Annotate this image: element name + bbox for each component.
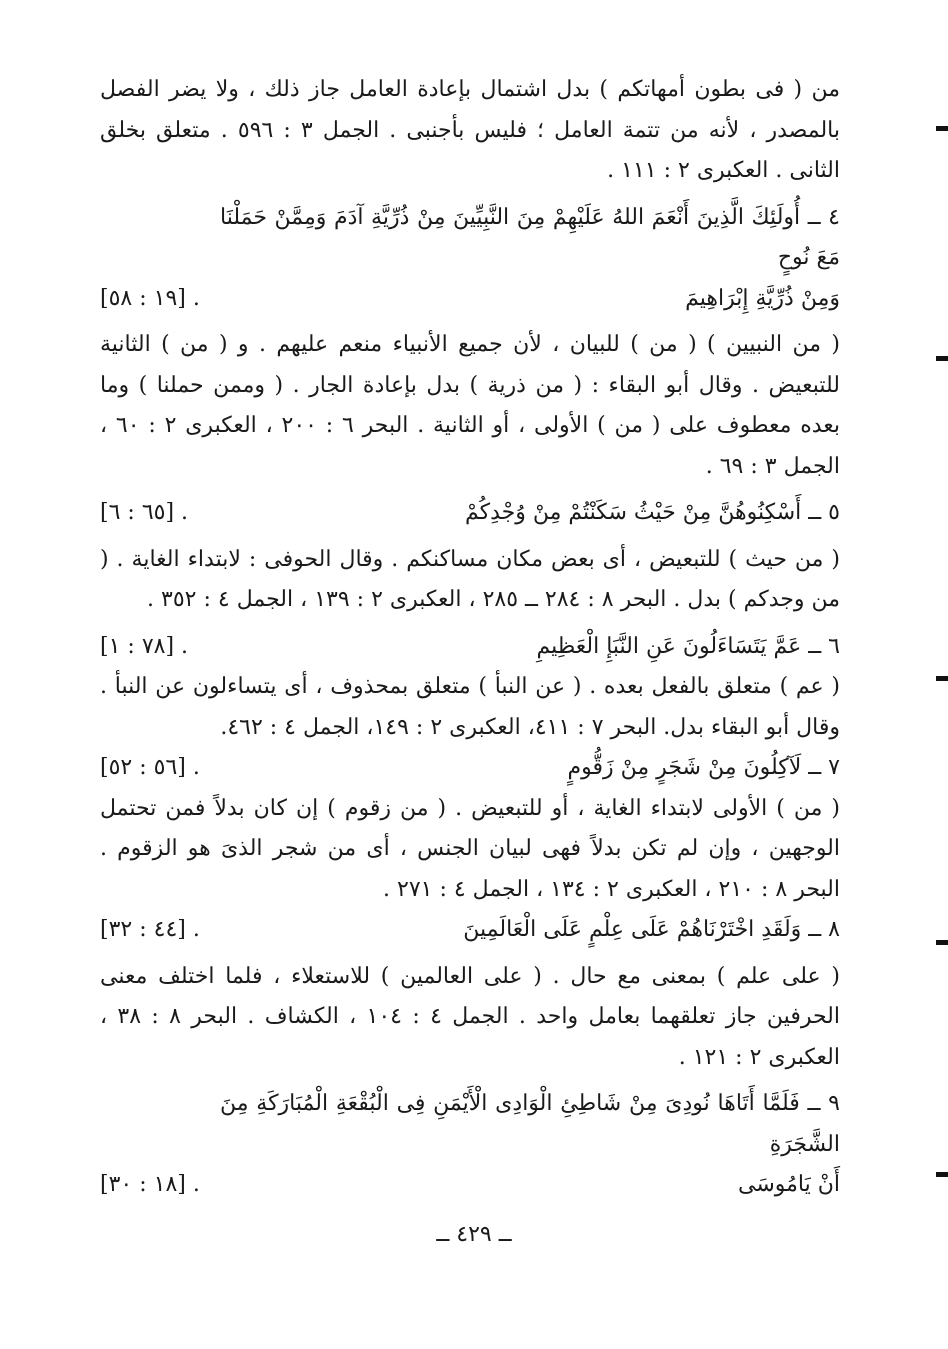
commentary-paragraph: ( على علم ) بمعنى مع حال . ( على العالمين ) للاستعلاء ، فلما اختلف معنى الحرفين جاز تعلقهما بعامل واحد . الجمل ٤ : ١٠٤ ، الكشاف . البحر ٨ : ٣٨ ، العكبرى ٢ : ١٢١ . (100, 963, 840, 1070)
quran-verse-6 (100, 627, 840, 668)
verse-line: أَنْ يَامُوسَى (737, 1172, 840, 1197)
verse-reference: [١٩ : ٥٨] . (100, 285, 200, 311)
verse-line: ٥ ــ أَسْكِنُوهُنَّ مِنْ حَيْثُ سَكَنْتُمْ مِنْ وُجْدِكُمْ (464, 500, 840, 525)
scan-margin-mark (936, 676, 948, 681)
verse-line: ٩ ــ فَلَمَّا أَتَاهَا نُودِىَ مِنْ شَاطِئِ الْوَادِى الْأَيْمَنِ فِى الْبُقْعَةِ الْمُبَارَكَةِ مِنَ الشَّجَرَةِ (220, 1091, 840, 1157)
scan-margin-mark (936, 940, 948, 945)
quran-verse-9 (100, 1084, 840, 1206)
quran-verse-7 (100, 748, 840, 789)
verse-reference: [٦٥ : ٦] . (100, 500, 189, 525)
page-number: ــ ٤٢٩ ــ (436, 1222, 512, 1247)
page-body (100, 70, 840, 1206)
verse-line: وَمِنْ ذُرِّيَّةِ إِبْرَاهِيمَ (685, 285, 840, 311)
verse-line: ٤ ــ أُولَئِكَ الَّذِينَ أَنْعَمَ اللهُ عَلَيْهِمْ مِنَ النَّبِيِّينَ مِنْ ذُرِّيَّةِ آدَمَ وَمِمَّنْ حَمَلْنَا مَعَ نُوحٍ (220, 204, 840, 270)
verse-reference: [٤٤ : ٣٢] . (100, 917, 200, 942)
quran-verse-5 (100, 493, 840, 534)
quran-verse-8 (100, 910, 840, 951)
commentary-paragraph: من ( فى بطون أمهاتكم ) بدل اشتمال بإعادة العامل جاز ذلك ، ولا يضر الفصل بالمصدر ، لأنه من تتمة العامل ؛ فليس بأجنبى . الجمل ٣ : ٥٩٦ . متعلق بخلق الثانى . العكبرى ٢ : ١١١ . (100, 77, 840, 183)
scan-margin-mark (936, 356, 948, 361)
verse-reference: [٧٨ : ١] . (100, 633, 189, 659)
verse-line: ٨ ــ وَلَقَدِ اخْتَرْنَاهُمْ عَلَى عِلْمٍ عَلَى الْعَالَمِينَ (463, 917, 840, 942)
verse-reference: [٥٦ : ٥٢] . (100, 755, 200, 780)
quran-verse-4 (100, 198, 840, 320)
scan-margin-mark (936, 126, 948, 131)
verse-reference: [١٨ : ٣٠] . (100, 1172, 200, 1197)
verse-line: ٧ ــ لَآكِلُونَ مِنْ شَجَرٍ مِنْ زَقُّومٍ (567, 755, 840, 780)
commentary-paragraph: ( عم ) متعلق بالفعل بعده . ( عن النبأ ) متعلق بمحذوف ، أى يتساءلون عن النبأ . وقال أبو البقاء بدل. البحر ٧ : ٤١١، العكبرى ٢ : ١٤٩، الجمل ٤ : ٤٦٢. (100, 674, 840, 740)
commentary-paragraph: ( من ) الأولى لابتداء الغاية ، أو للتبعيض . ( من زقوم ) إن كان بدلاً فمن تحتمل الوجهين ، وإن لم تكن بدلاً فهى لبيان الجنس ، أى من شجر الذىَ هو الزقوم . البحر ٨ : ٢١٠ ، العكبرى ٢ : ١٣٤ ، الجمل ٤ : ٢٧١ . (100, 795, 840, 902)
scan-margin-mark (936, 1172, 948, 1177)
commentary-paragraph: ( من حيث ) للتبعيض ، أى بعض مكان مساكنكم . وقال الحوفى : لابتداء الغاية . ( من وجدكم ) بدل . البحر ٨ : ٢٨٤ ــ ٢٨٥ ، العكبرى ٢ : ١٣٩ ، الجمل ٤ : ٣٥٢ . (100, 546, 840, 612)
verse-line: ٦ ــ عَمَّ يَتَسَاءَلُونَ عَنِ النَّبَإِ الْعَظِيمِ (536, 633, 840, 659)
commentary-paragraph: ( من النبيين ) ( من ) للبيان ، لأن جميع الأنبياء منعم عليهم . و ( من ) الثانية للتبعيض . وقال أبو البقاء : ( من ذرية ) بدل بإعادة الجار . ( وممن حملنا ) وما بعده معطوف على ( من ) الأولى ، أو الثانية . البحر ٦ : ٢٠٠ ، العكبرى ٢ : ٦٠ ، الجمل ٣ : ٦٩ . (100, 332, 841, 479)
